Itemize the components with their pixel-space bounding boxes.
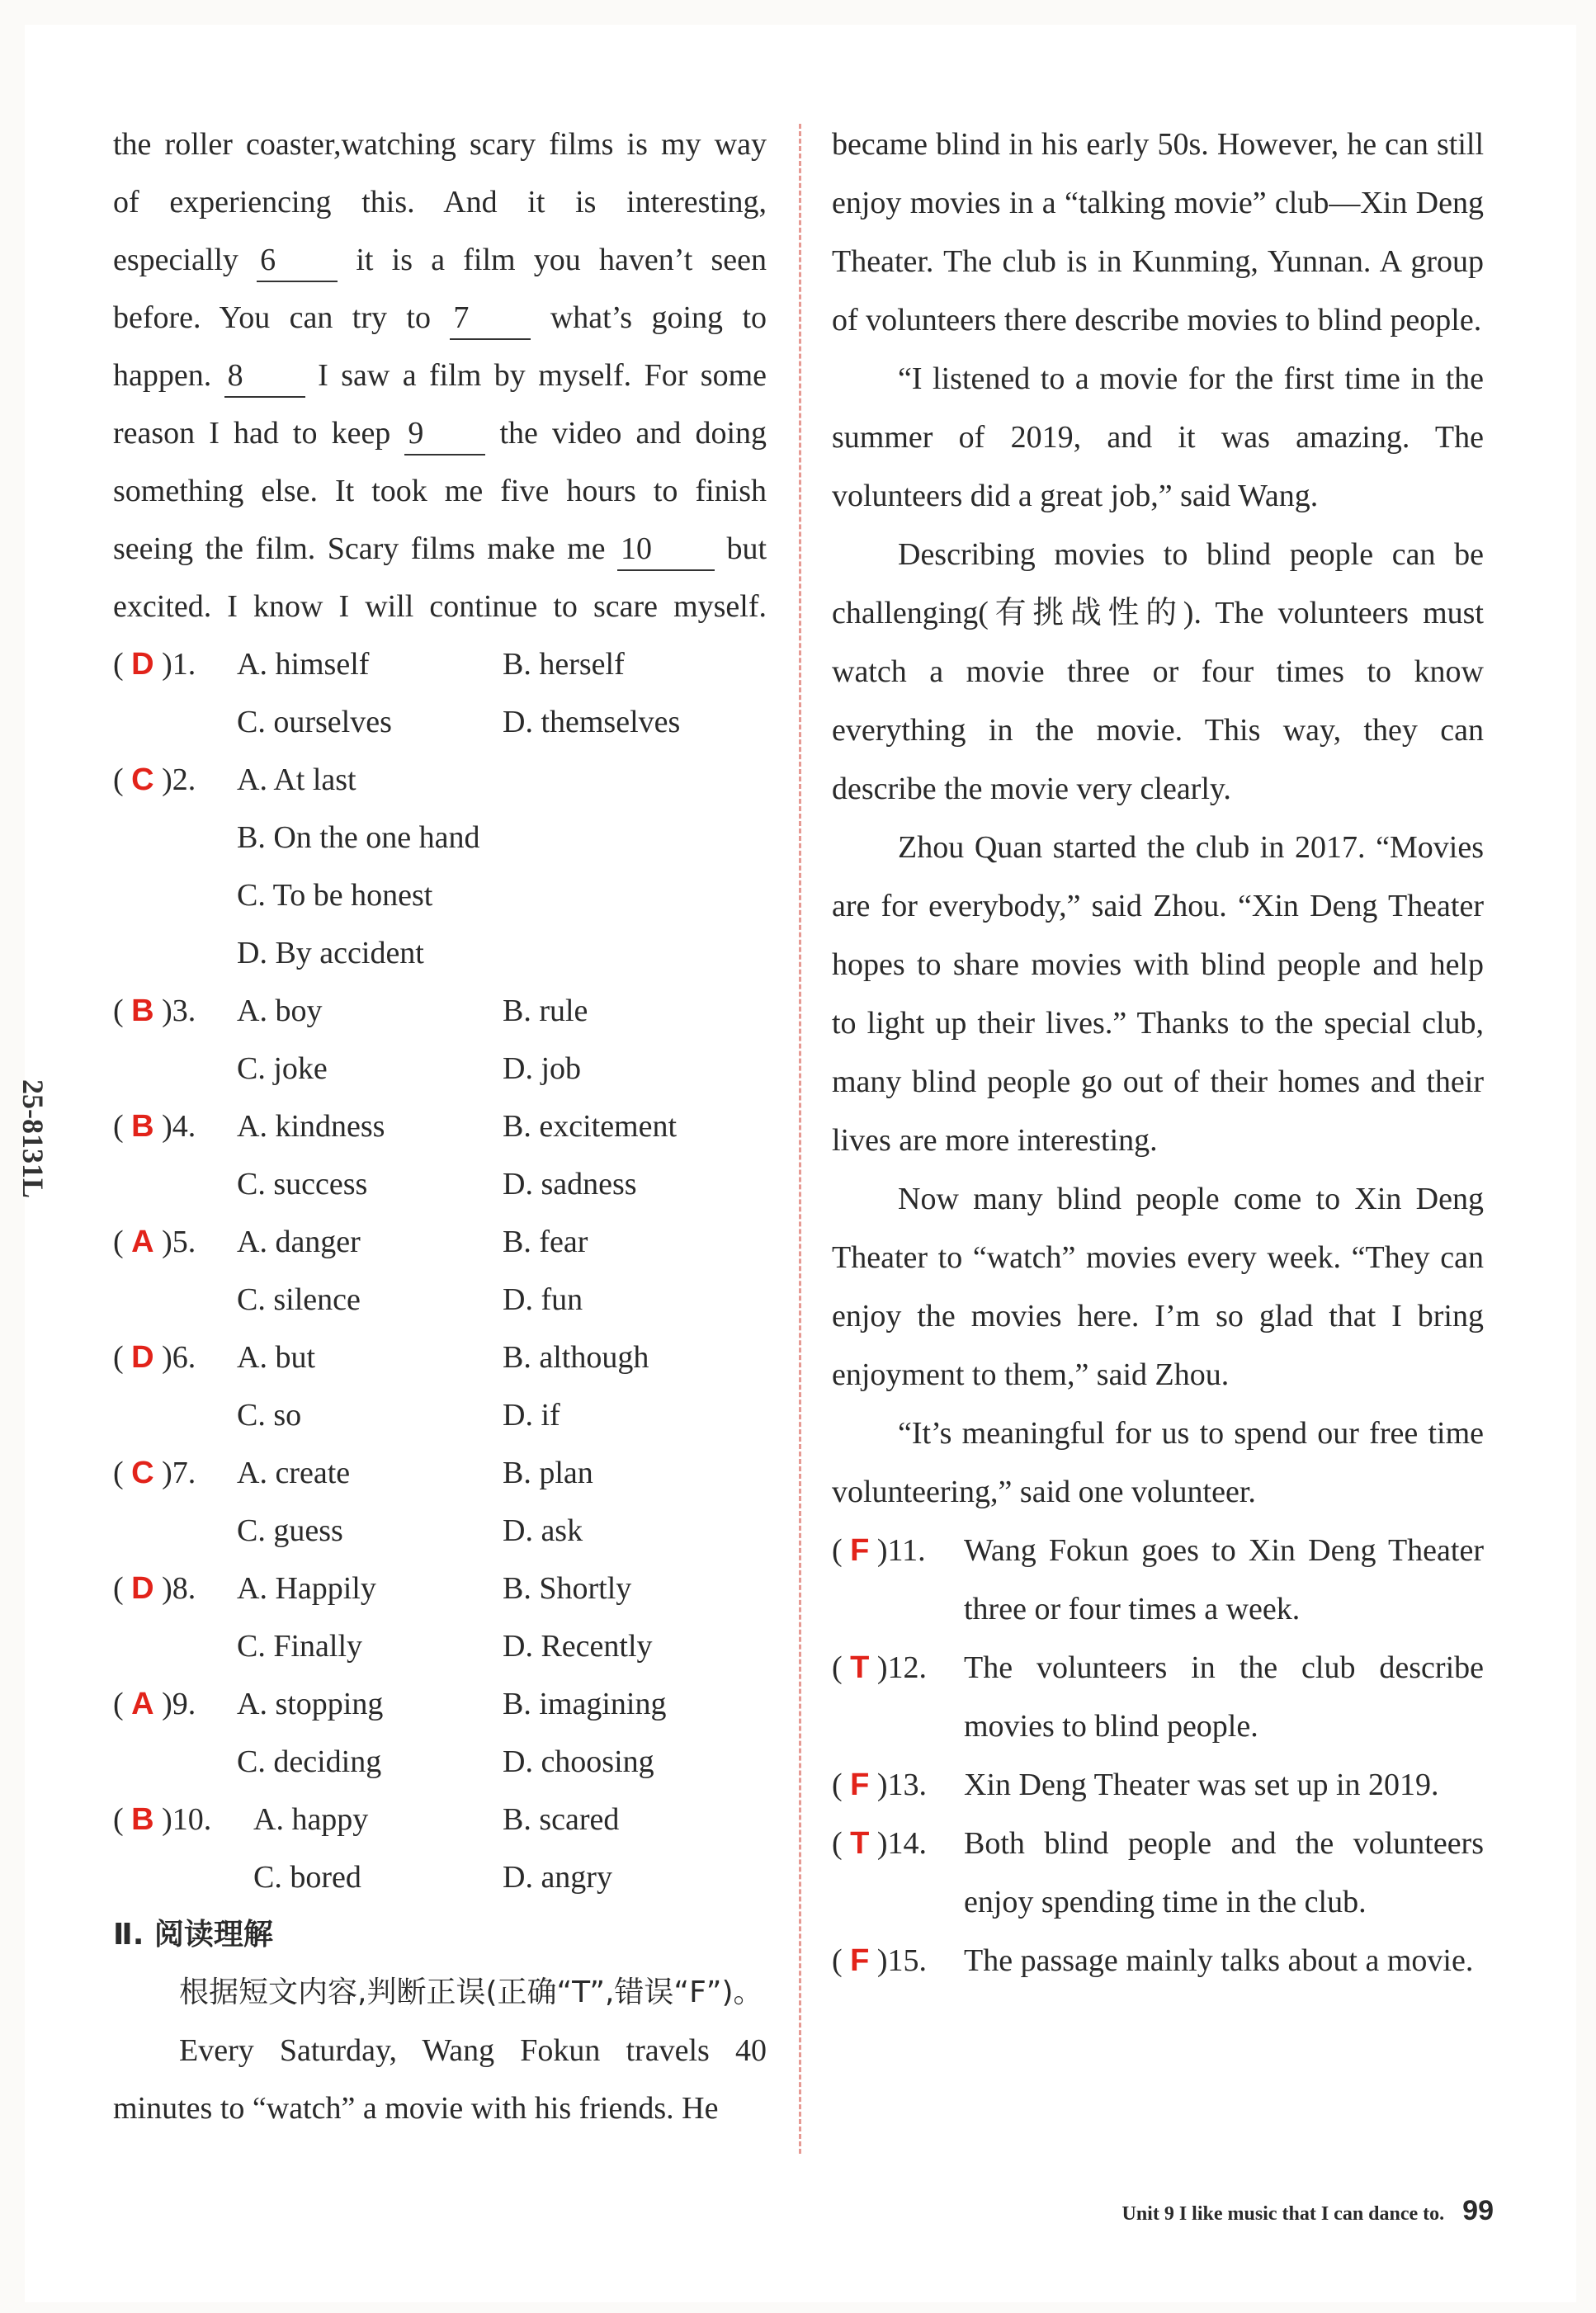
- question-2: ( C )2. A. At last: [113, 751, 767, 809]
- passage-paragraph: “It’s meaningful for us to spend our free time volunteering,” said one volunteer.: [832, 1416, 1484, 1509]
- tf-questions: [832, 1522, 1484, 1990]
- passage-line: especially 6 it is a film you haven’t seen: [113, 231, 767, 289]
- option: A. happy: [253, 1802, 369, 1837]
- option: D. fun: [503, 1282, 583, 1317]
- option: D. angry: [503, 1860, 612, 1895]
- tf-answer-11: F: [850, 1533, 870, 1568]
- option: B. herself: [503, 647, 625, 682]
- blank-10: 10: [617, 528, 715, 571]
- option: D. job: [503, 1051, 581, 1086]
- passage-line: seeing the film. Scary films make me 10 but: [113, 520, 767, 578]
- tf-question-text: Both blind people and the volunteers enjoy spending time in the club.: [964, 1826, 1484, 1919]
- option: B. excitement: [503, 1109, 678, 1144]
- option: C. so: [237, 1398, 302, 1433]
- option: C. To be honest: [237, 878, 433, 913]
- option: A. kindness: [237, 1109, 385, 1144]
- question-3: ( B )3. A. boy B. rule: [113, 982, 767, 1040]
- blank-8: 8: [224, 355, 305, 398]
- blank-7: 7: [450, 297, 531, 340]
- passage-line: of experiencing this. And it is interesting,: [113, 185, 767, 219]
- passage-line: excited. I know I will continue to scare myself.: [113, 589, 767, 624]
- option: A. At last: [237, 762, 357, 797]
- option: C. bored: [253, 1860, 361, 1895]
- option: C. silence: [237, 1282, 361, 1317]
- question-8: ( D )8. A. Happily B. Shortly: [113, 1560, 767, 1617]
- option: A. stopping: [237, 1687, 384, 1721]
- questions-list: [113, 635, 767, 1906]
- passage-paragraph: Describing movies to blind people can be challenging(有挑战性的). The volunteers must watch a movie three or four times to know everything in the movie. This way, they can describe the movie very clearly.: [832, 537, 1484, 806]
- question-2-options: [113, 809, 767, 866]
- answer-2: C: [131, 762, 154, 797]
- option: C. joke: [237, 1051, 328, 1086]
- tf-question-11: ( F )11. Wang Fokun goes to Xin Deng Theater three or four times a week.: [832, 1522, 1484, 1639]
- passage-line: something else. It took me five hours to finish: [113, 474, 767, 508]
- option: A. but: [237, 1340, 315, 1375]
- question-8-options: [113, 1617, 767, 1675]
- option: B. rule: [503, 994, 588, 1028]
- question-6-options: [113, 1386, 767, 1444]
- tf-answer-14: T: [850, 1826, 870, 1861]
- tf-answer-12: T: [850, 1650, 870, 1685]
- passage-line: happen. 8 I saw a film by myself. For some: [113, 347, 767, 404]
- answer-7: C: [131, 1456, 154, 1490]
- question-7-options: [113, 1502, 767, 1560]
- question-9: ( A )9. A. stopping B. imagining: [113, 1675, 767, 1733]
- question-3-options: [113, 1040, 767, 1097]
- option: D. sadness: [503, 1167, 637, 1201]
- section-title: Ⅱ. 阅读理解: [113, 1918, 273, 1952]
- page-number: 99: [1462, 2195, 1494, 2226]
- passage-paragraph: Zhou Quan started the club in 2017. “Movies are for everybody,” said Zhou. “Xin Deng Theater hopes to share movies with blind people and help to light up their lives.” Thanks to the special club, many blind people go out of their homes and their lives are more interesting.: [832, 830, 1484, 1158]
- option: A. create: [237, 1456, 351, 1490]
- option: C. deciding: [237, 1744, 382, 1779]
- tf-answer-13: F: [850, 1768, 870, 1802]
- question-1: ( D )1. A. himself B. herself: [113, 635, 767, 693]
- answer-8: D: [131, 1571, 154, 1606]
- tf-question-text: Xin Deng Theater was set up in 2019.: [964, 1768, 1439, 1802]
- option: D. Recently: [503, 1629, 653, 1664]
- option: D. choosing: [503, 1744, 654, 1779]
- question-1-options: [113, 693, 767, 751]
- tf-question-12: ( T )12. The volunteers in the club describe movies to blind people.: [832, 1639, 1484, 1756]
- passage-line: the roller coaster,watching scary films is my way: [113, 127, 767, 162]
- question-2-options: [113, 924, 767, 982]
- question-4: ( B )4. A. kindness B. excitement: [113, 1097, 767, 1155]
- blank-9: 9: [404, 413, 485, 456]
- instruction: 根据短文内容,判断正误(正确“T”,错误“F”)。: [179, 1975, 763, 2009]
- answer-5: A: [131, 1225, 154, 1259]
- option: C. guess: [237, 1513, 343, 1548]
- passage-paragraph: became blind in his early 50s. However, he can still enjoy movies in a “talking movie” club—Xin Deng Theater. The club is in Kunming, Yunnan. A group of volunteers there describe movies to blind people.: [832, 127, 1484, 338]
- question-4-options: [113, 1155, 767, 1213]
- passage-paragraph: Now many blind people come to Xin Deng Theater to “watch” movies every week. “They can enjoy the movies here. I’m so glad that I bring enjoyment to them,” said Zhou.: [832, 1182, 1484, 1392]
- option: D. ask: [503, 1513, 583, 1548]
- passage-1: [113, 116, 767, 635]
- answer-6: D: [131, 1340, 154, 1375]
- unit-title: Unit 9 I like music that I can dance to.: [1121, 2203, 1445, 2225]
- tf-question-15: ( F )15. The passage mainly talks about a movie.: [832, 1932, 1484, 1990]
- question-5: ( A )5. A. danger B. fear: [113, 1213, 767, 1271]
- tf-question-14: ( T )14. Both blind people and the volunteers enjoy spending time in the club.: [832, 1815, 1484, 1932]
- option: B. On the one hand: [237, 820, 480, 855]
- option: B. fear: [503, 1225, 588, 1259]
- question-9-options: [113, 1733, 767, 1791]
- option: A. Happily: [237, 1571, 376, 1606]
- option: A. himself: [237, 647, 370, 682]
- option: D. themselves: [503, 705, 681, 739]
- tf-question-13: ( F )13. Xin Deng Theater was set up in 2019.: [832, 1756, 1484, 1815]
- option: B. Shortly: [503, 1571, 632, 1606]
- answer-1: D: [131, 647, 154, 682]
- left-column: [113, 116, 767, 2137]
- question-2-options: [113, 866, 767, 924]
- question-10-options: [113, 1848, 767, 1906]
- column-divider: [799, 124, 801, 2154]
- option: D. By accident: [237, 936, 424, 970]
- option: D. if: [503, 1398, 560, 1433]
- passage-line: before. You can try to 7 what’s going to: [113, 289, 767, 347]
- passage-paragraph: “I listened to a movie for the first time in the summer of 2019, and it was amazing. The volunteers did a great job,” said Wang.: [832, 361, 1484, 513]
- question-7: ( C )7. A. create B. plan: [113, 1444, 767, 1502]
- tf-question-text: The volunteers in the club describe movies to blind people.: [964, 1650, 1484, 1744]
- question-6: ( D )6. A. but B. although: [113, 1329, 767, 1386]
- page-footer: [1048, 2195, 1494, 2227]
- option: B. scared: [503, 1802, 620, 1837]
- question-5-options: [113, 1271, 767, 1329]
- tf-question-text: Wang Fokun goes to Xin Deng Theater three or four times a week.: [964, 1533, 1484, 1626]
- answer-4: B: [131, 1109, 154, 1144]
- tf-answer-15: F: [850, 1943, 870, 1978]
- option: A. boy: [237, 994, 323, 1028]
- option: B. plan: [503, 1456, 593, 1490]
- option: C. success: [237, 1167, 368, 1201]
- blank-6: 6: [257, 239, 338, 282]
- tf-question-text: The passage mainly talks about a movie.: [964, 1943, 1474, 1978]
- right-column: [832, 116, 1484, 1990]
- option: A. danger: [237, 1225, 361, 1259]
- answer-10: B: [131, 1802, 154, 1837]
- side-code: 25-8131L: [17, 1079, 50, 1198]
- question-10: ( B )10. A. happy B. scared: [113, 1791, 767, 1848]
- option: B. imagining: [503, 1687, 667, 1721]
- option: B. although: [503, 1340, 649, 1375]
- option: C. Finally: [237, 1629, 363, 1664]
- passage-line: reason I had to keep 9 the video and doing: [113, 404, 767, 462]
- passage-2-start: Every Saturday, Wang Fokun travels 40 minutes to “watch” a movie with his friends. He: [113, 2033, 767, 2126]
- answer-3: B: [131, 994, 154, 1028]
- answer-9: A: [131, 1687, 154, 1721]
- option: C. ourselves: [237, 705, 392, 739]
